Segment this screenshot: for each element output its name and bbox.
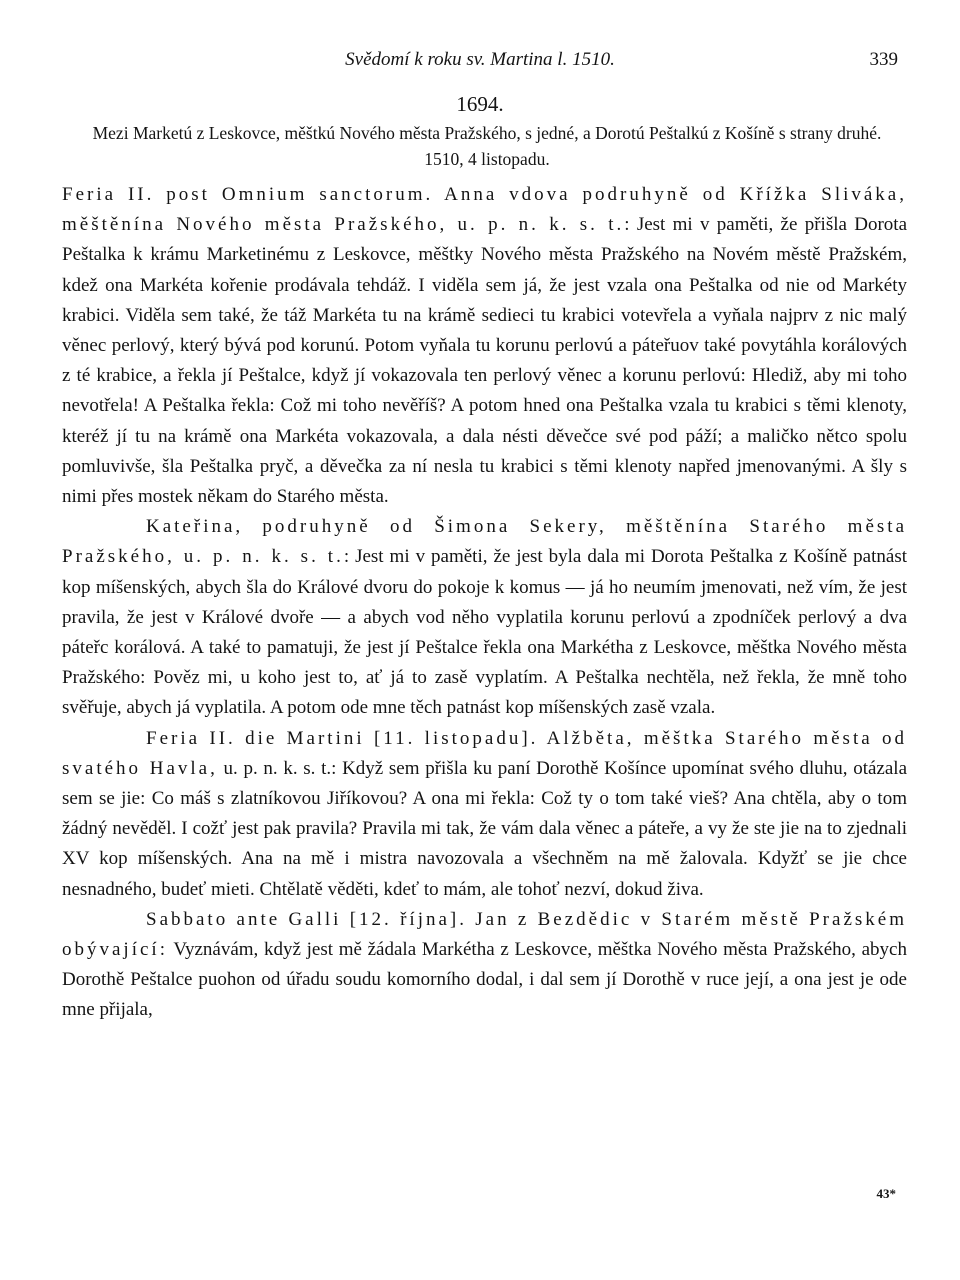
testimony-paragraph-1 bbox=[62, 180, 907, 512]
testimony-lead: Feria II. die Martini [11. listopadu]. Alžběta, měštka Starého města od svatého Havla, bbox=[62, 727, 907, 779]
testimony-lead: Feria II. post Omnium sanctorum. Anna vdova podruhyně od Křížka Sliváka, měštěnína Nového města Pražského, u. p. n. k. s. t. bbox=[62, 184, 907, 236]
page-number: 339 bbox=[869, 49, 898, 70]
testimony-text: : Jest mi v paměti, že jest byla dala mi Dorota Peštalka z Košíně patnást kop míšenských, abych šla do Králové dvoru do pokoje k komus — já ho neumím jmenovati, než vím, že jest pravila, že jest v Králové dvoře — a abych vod něho vyplatila korunu perlovú a zpodníček perlový a dva páteřc korálová. A také to pamatuji, že jest jí Peštalce řekla ona Markétha z Leskovce, měštka Nového města Pražského: Pověz mi, u koho jest to, ať já to zasě vyplatím. A Peštalka nechtěla, než řekla, že mně toho svěřuje, abych já vyplatila. A potom ode mne těch patnást kop míšenských zasě vzala. bbox=[62, 546, 907, 719]
document-caption: Mezi Marketú z Leskovce, měštkú Nového města Pražského, s jedné, a Dorotú Peštalkú z Košíně s strany druhé. 1510, 4 listopadu. bbox=[92, 123, 882, 169]
testimony-text: u. p. n. k. s. t.: Když sem přišla ku paní Dorothě Košínce upomínat svého dluhu, otázala sem se jie: Co máš s zlatníkovou Jiříkovou? A ona mi řekla: Což ty o tom také vieš? Ana chtěla, aby o tom žádný nevěděl. I cožť jest pak pravila? Pravila mi tak, že vám dala věnec a páteře, a vy že ste jie na to zjednali XV kop míšenských. Ana na mě i mistra navozovala a všechněm na mě žalovala. Kdyžť se jie chce nesnadného, budeť mieti. Chtělatě věděti, kdeť to mám, ale tohoť nezví, dokud živa. bbox=[62, 757, 907, 900]
testimony-paragraph-3 bbox=[62, 724, 907, 905]
signature-mark: 43* bbox=[876, 1186, 896, 1201]
testimony-text: Vyznávám, když jest mě žádala Markétha z Leskovce, měštka Nového města Pražského, abych Dorothě Peštalce puohon od úřadu soudu komorního dodal, i dal sem jí Dorothě v ruce její, a ona jest je ode mne přijala, bbox=[62, 939, 907, 1021]
document-body bbox=[62, 180, 907, 1026]
testimony-paragraph-2 bbox=[62, 512, 907, 723]
testimony-text: : Jest mi v paměti, že přišla Dorota Peštalka k krámu Marketinému z Leskovce, měštky Nového města Pražského na Novém městě Pražském, kdež ona Markéta kořenie prodávala tehdáž. I viděla sem já, že jest vzala ona Peštalka od nie od Markéty krabici. Viděla sem také, že táž Markéta tu na krámě sedieci tu krabici votevřela a vyňala najprv z nic malý věnec perlový, který bývá pod korunú. Potom vyňala tu korunu perlovú a páteřuov také povytáhla korálových z té krabice, a řekla jí Peštalce, když jí vokazovala ten perlový věnec a korunu perlovú: Hlediž, aby mi toho nevotřela! A Peštalka řekla: Což mi toho nevěříš? A potom hned ona Peštalka vzala tu krabici s těmi klenoty, kteréž jí tu na krámě ona Markéta vokazovala, a dala nésti děvečce své pod páží; a maličko nětco spolu pomluvivše, šla Peštalka pryč, a děvečka za ní nesla tu krabici s těmi klenoty napřed jmenovanými. A šly s nimi přes mostek někam do Starého města. bbox=[62, 214, 907, 508]
running-title: Svědomí k roku sv. Martina l. 1510. bbox=[345, 49, 615, 70]
page-header bbox=[0, 44, 960, 76]
document-number: 1694. bbox=[456, 92, 504, 116]
testimony-lead: Kateřina, podruhyně od Šimona Sekery, měštěnína Starého města Pražského, u. p. n. k. s. t. bbox=[62, 516, 907, 568]
testimony-paragraph-4 bbox=[62, 905, 907, 1026]
testimony-lead: Sabbato ante Galli [12. října]. Jan z Bezdědic v Starém městě Pražském obývající: bbox=[62, 908, 907, 961]
